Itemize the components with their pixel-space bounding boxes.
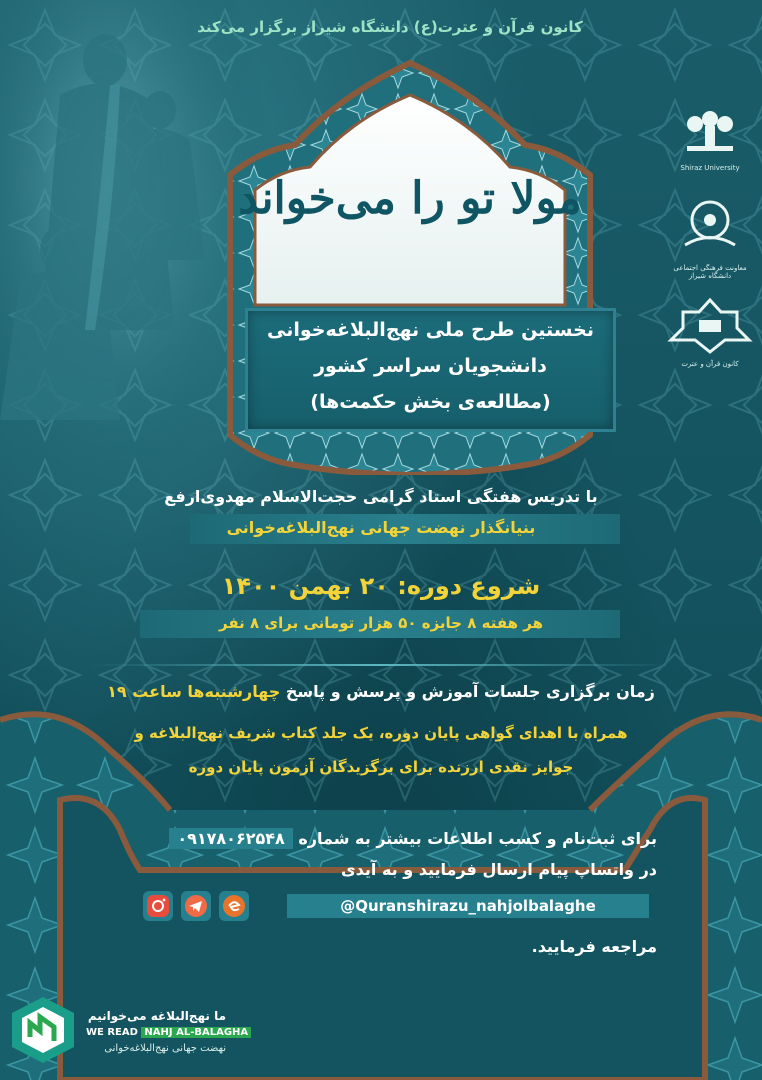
telegram-button[interactable] [181,891,211,921]
contact-line-2: در واتساپ پیام ارسال فرمایید و به آیدی [341,860,657,879]
campaign-banner [245,308,616,432]
start-date: شروع دوره: ۲۰ بهمن ۱۴۰۰ [221,572,541,600]
shiraz-university-logo [665,110,755,160]
awards-line-2: جوایز نقدی ارزنده برای برگزیدگان آزمون پایان دوره [188,758,574,776]
nahj-reading-logo [8,995,278,1075]
session-prefix: زمان برگزاری جلسات آموزش و پرسش و پاسخ [285,682,655,701]
shiraz-university-label: Shiraz University [680,164,740,172]
footer-fa: ما نهج‌البلاغه می‌خوانیم [87,1009,226,1023]
footer-movement: نهضت جهانی نهج‌البلاغه‌خوانی [104,1043,226,1054]
contact-prefix: برای ثبت‌نام و کسب اطلاعات بیشتر به شماره [298,829,657,848]
banner-line-2: دانشجویان سراسر کشور [314,355,547,377]
organizer-line: کانون قرآن و عترت(ع) دانشگاه شیراز برگزار می‌کند [197,18,583,36]
weekly-prize: هر هفته ۸ جایزه ۵۰ هزار تومانی برای ۸ نفر [219,614,543,632]
section-divider [90,664,670,666]
quran-center-logo [665,296,755,356]
banner-line-3: (مطالعه‌ی بخش حکمت‌ها) [310,391,551,413]
phone-number[interactable]: ۰۹۱۷۸۰۶۲۵۴۸ [169,828,292,849]
eitaa-button[interactable] [219,891,249,921]
cultural-deputy-label: معاونت فرهنگی اجتماعی دانشگاه شیراز [673,264,747,280]
contact-line-4: مراجعه فرمایید. [531,937,657,956]
instagram-icon [146,894,170,918]
eitaa-icon [222,894,246,918]
session-day-time: چهارشنبه‌ها ساعت ۱۹ [107,682,281,701]
founder-line: بنیانگذار نهضت جهانی نهج‌البلاغه‌خوانی [226,518,536,537]
campaign-title: مولا تو را می‌خواند [238,173,582,224]
footer-en-2: NAHJ AL-BALAGHA [141,1027,251,1038]
cultural-deputy-logo [665,190,755,260]
footer-en [86,1027,276,1038]
contact-line-1 [169,828,657,849]
instagram-button[interactable] [143,891,173,921]
telegram-icon [184,894,208,918]
sponsor-logos [665,110,755,370]
contact-handle[interactable]: @Quranshirazu_nahjolbalaghe [287,894,649,918]
footer-en-1: WE READ [86,1027,138,1038]
quran-center-label: کانون قرآن و عترت [681,360,739,368]
awards-line-1: همراه با اهدای گواهی پایان دوره، یک جلد کتاب شریف نهج‌البلاغه و [134,724,628,742]
banner-line-1: نخستین طرح ملی نهج‌البلاغه‌خوانی [267,319,594,341]
nahj-reading-icon [8,995,78,1065]
teacher-line: با تدریس هفتگی استاد گرامی حجت‌الاسلام مهدوی‌ارفع [164,487,598,506]
